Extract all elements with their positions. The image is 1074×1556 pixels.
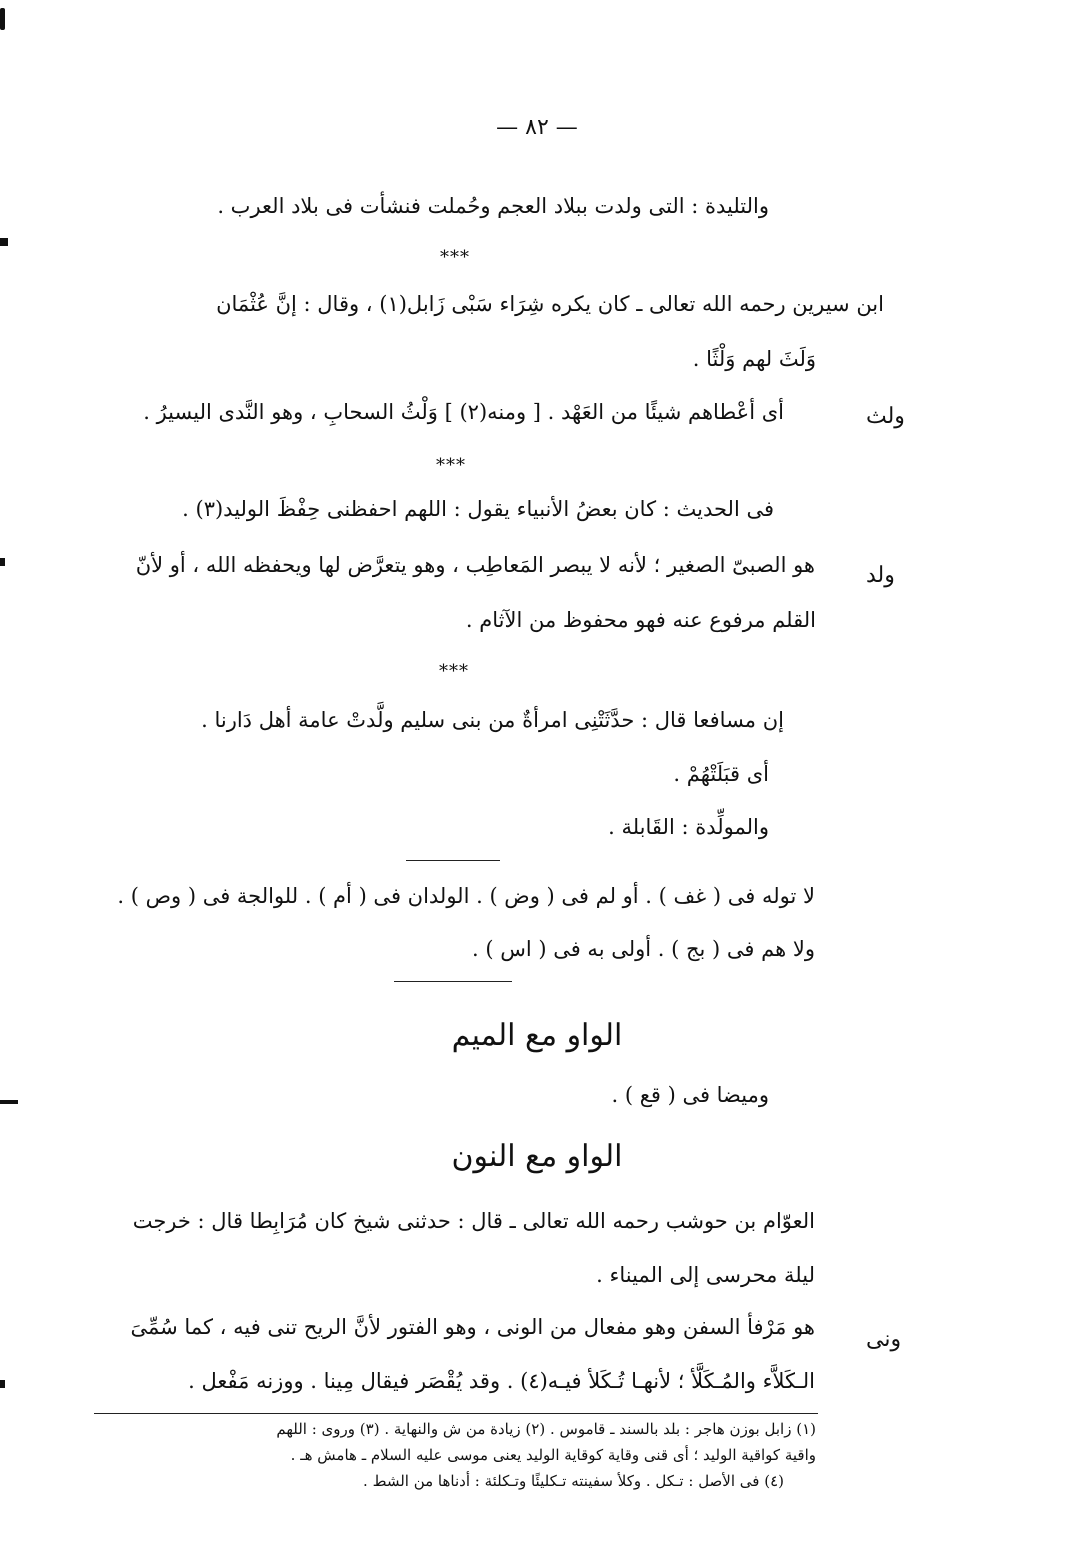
text-line: والمولِّدة : القَابلة . [608, 815, 769, 839]
text-line: ابن سيرين رحمه الله تعالى ـ كان يكره شِرَاء سَبْى زَابل(١) ، وقال : إنَّ عُثْمَان [216, 292, 884, 316]
footnote-line: (٤) فى الأصل : تـكل . وكلأ سفينته تـكليئًا وتـكلئة : أدناها من الشط . [363, 1472, 784, 1490]
text-line: هو مَرْفأ السفن وهو مفعال من الونى ، وهو الفتور لأنَّ الريح تنى فيه ، كما سُمِّىَ [130, 1315, 815, 1339]
scan-edge-mark [0, 238, 8, 246]
text-line: القلم مرفوع عنه فهو محفوظ من الآثام . [465, 608, 816, 632]
scan-edge-mark [0, 1100, 18, 1104]
text-line: إن مسافعا قال : حدَّثَتْنِى امرأةٌ من بنى سليم ولَّدتْ عامة أهل دَارنا . [201, 708, 784, 732]
section-separator: *** [440, 247, 470, 268]
text-line: ليلة محرسى إلى الميناء . [596, 1263, 815, 1287]
scan-edge-mark [0, 558, 5, 566]
section-heading: الواو مع النون [451, 1139, 623, 1174]
text-line: لا توله فى ( غف ) . أو لم فى ( وض ) . الولدان فى ( أم ) . للوالجة فى ( وص ) . [117, 884, 815, 908]
margin-headword: ولد [866, 563, 895, 588]
text-line: أى أعْطاهم شيئًا من العَهْد . [ ومنه(٢) ] وَلْثُ السحابِ ، وهو النَّدى اليسيرُ . [143, 400, 784, 424]
text-line: والتليدة : التى ولدت ببلاد العجم وحُملت فنشأت فى بلاد العرب . [217, 194, 769, 218]
footnote-line: واقية كواقية الوليد ؛ أى قنى وقاية كوقاية الوليد يعنى موسى عليه السلام ـ هامش هـ . [290, 1446, 816, 1464]
margin-headword: ونى [866, 1327, 902, 1352]
section-separator: *** [436, 455, 466, 476]
section-heading: الواو مع الميم [451, 1018, 623, 1053]
text-line: أى قبَلَتْهُمْ . [673, 762, 769, 786]
text-line: وميضا فى ( قع ) . [611, 1083, 769, 1107]
text-line: ولا هم فى ( بج ) . أولى به فى ( اس ) . [471, 937, 815, 961]
text-line: الـكَلاَّء والمُـكَلَّأ ؛ لأنهـا تُـكَلأ فيـه(٤) . وقد يُقْصَر فيقال مِينا . ووزنه مَفْعل . [188, 1369, 815, 1393]
scan-edge-mark [0, 8, 5, 30]
text-line: العوّام بن حوشب رحمه الله تعالى ـ قال : حدثنى شيخ كان مُرَابِطا قال : خرجت [132, 1209, 815, 1233]
separator-rule [406, 860, 500, 861]
page-number: — ٨٢ — [496, 115, 578, 140]
footnote-rule [94, 1413, 818, 1414]
section-separator: *** [439, 661, 469, 682]
text-line: هو الصبىّ الصغير ؛ لأنه لا يبصر المَعاطِب ، وهو يتعرَّض لها ويحفظه الله ، أو لأنّ [135, 553, 815, 577]
separator-rule [394, 981, 512, 982]
text-line: فى الحديث : كان بعضُ الأنبياء يقول : اللهم احفظنى حِفْظَ الوليد(٣) . [182, 497, 774, 521]
margin-headword: ولث [866, 404, 905, 429]
footnote-line: (١) زابل بوزن هاجر : بلد بالسند ـ قاموس . (٢) زيادة من ش والنهاية . (٣) وروى : اللهم [276, 1420, 816, 1438]
scan-edge-mark [0, 1380, 5, 1388]
text-line: وَلَثَ لهم وَلْثًا . [692, 347, 816, 371]
